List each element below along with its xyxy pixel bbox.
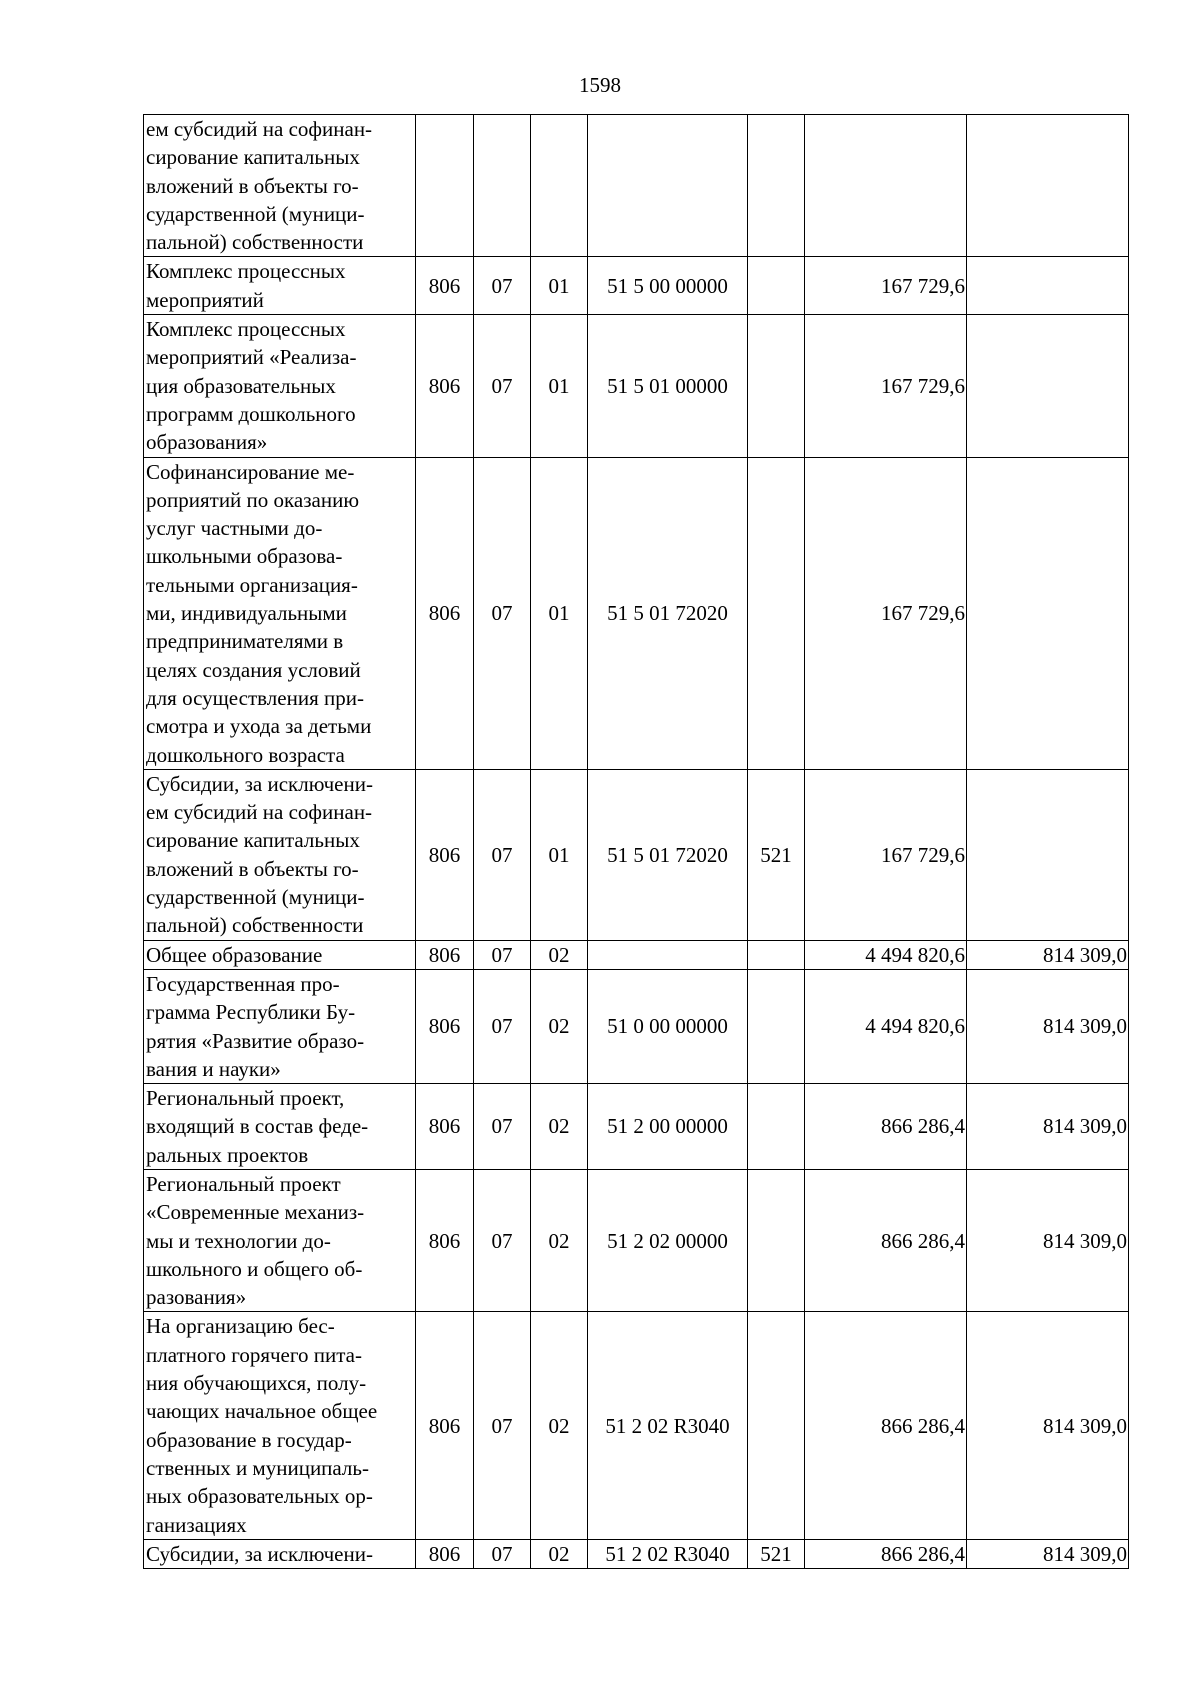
ministry-code: 806 xyxy=(416,1169,474,1311)
ministry-code xyxy=(416,115,474,257)
table-row xyxy=(144,257,1129,315)
ministry-code: 806 xyxy=(416,1539,474,1568)
amount-year-2 xyxy=(967,315,1129,457)
section-code: 07 xyxy=(474,1539,531,1568)
amount-year-1: 167 729,6 xyxy=(805,457,967,769)
target-article-code: 51 2 02 R3040 xyxy=(588,1312,748,1539)
subsection-code: 01 xyxy=(531,457,588,769)
subsection-code: 01 xyxy=(531,257,588,315)
amount-year-2 xyxy=(967,457,1129,769)
expense-type-code xyxy=(748,969,805,1083)
ministry-code: 806 xyxy=(416,315,474,457)
target-article-code: 51 2 02 00000 xyxy=(588,1169,748,1311)
amount-year-2: 814 309,0 xyxy=(967,1539,1129,1568)
amount-year-2: 814 309,0 xyxy=(967,969,1129,1083)
target-article-code: 51 5 00 00000 xyxy=(588,257,748,315)
amount-year-2: 814 309,0 xyxy=(967,940,1129,969)
row-name: Государственная про- грамма Республики Бу- рятия «Развитие образо- вания и науки» xyxy=(144,969,416,1083)
table-row xyxy=(144,969,1129,1083)
ministry-code: 806 xyxy=(416,1312,474,1539)
amount-year-2 xyxy=(967,257,1129,315)
target-article-code xyxy=(588,940,748,969)
table-row xyxy=(144,315,1129,457)
section-code xyxy=(474,115,531,257)
amount-year-1: 866 286,4 xyxy=(805,1312,967,1539)
section-code: 07 xyxy=(474,769,531,940)
ministry-code: 806 xyxy=(416,940,474,969)
ministry-code: 806 xyxy=(416,769,474,940)
amount-year-2: 814 309,0 xyxy=(967,1084,1129,1170)
row-name: Комплекс процессных мероприятий «Реализа- ция образовательных программ дошкольного образования» xyxy=(144,315,416,457)
section-code: 07 xyxy=(474,1084,531,1170)
table-row xyxy=(144,940,1129,969)
table-row xyxy=(144,457,1129,769)
amount-year-1 xyxy=(805,115,967,257)
row-name: Софинансирование ме- роприятий по оказанию услуг частными до- школьными образова- тельными организация- ми, индивидуальными предпринимателями в целях создания условий для осуществления при- смотра и ухода за детьми дошкольного возраста xyxy=(144,457,416,769)
table-row xyxy=(144,769,1129,940)
amount-year-1: 167 729,6 xyxy=(805,769,967,940)
row-name: Субсидии, за исключени- ем субсидий на софинан- сирование капитальных вложений в объекты го- сударственной (муници- пальной) собственности xyxy=(144,769,416,940)
expense-type-code: 521 xyxy=(748,1539,805,1568)
target-article-code: 51 5 01 72020 xyxy=(588,769,748,940)
expense-type-code xyxy=(748,457,805,769)
subsection-code xyxy=(531,115,588,257)
row-name: Комплекс процессных мероприятий xyxy=(144,257,416,315)
subsection-code: 02 xyxy=(531,1312,588,1539)
ministry-code: 806 xyxy=(416,457,474,769)
ministry-code: 806 xyxy=(416,257,474,315)
amount-year-1: 4 494 820,6 xyxy=(805,969,967,1083)
section-code: 07 xyxy=(474,940,531,969)
section-code: 07 xyxy=(474,315,531,457)
expense-type-code xyxy=(748,257,805,315)
amount-year-1: 866 286,4 xyxy=(805,1169,967,1311)
ministry-code: 806 xyxy=(416,1084,474,1170)
expense-type-code xyxy=(748,315,805,457)
amount-year-1: 167 729,6 xyxy=(805,257,967,315)
row-name: Региональный проект, входящий в состав феде- ральных проектов xyxy=(144,1084,416,1170)
row-name: На организацию бес- платного горячего пита- ния обучающихся, полу- чающих начальное общее образование в государ- ственных и муниципаль- ных образовательных ор- ганизациях xyxy=(144,1312,416,1539)
target-article-code: 51 2 00 00000 xyxy=(588,1084,748,1170)
target-article-code: 51 0 00 00000 xyxy=(588,969,748,1083)
row-name: ем субсидий на софинан- сирование капитальных вложений в объекты го- сударственной (муници- пальной) собственности xyxy=(144,115,416,257)
section-code: 07 xyxy=(474,969,531,1083)
amount-year-2 xyxy=(967,115,1129,257)
section-code: 07 xyxy=(474,1169,531,1311)
ministry-code: 806 xyxy=(416,969,474,1083)
expense-type-code xyxy=(748,1084,805,1170)
row-name: Общее образование xyxy=(144,940,416,969)
table-row xyxy=(144,1169,1129,1311)
expense-type-code: 521 xyxy=(748,769,805,940)
amount-year-1: 866 286,4 xyxy=(805,1084,967,1170)
row-name: Субсидии, за исключени- xyxy=(144,1539,416,1568)
subsection-code: 02 xyxy=(531,1539,588,1568)
target-article-code: 51 5 01 00000 xyxy=(588,315,748,457)
page-number: 1598 xyxy=(579,73,621,97)
section-code: 07 xyxy=(474,457,531,769)
table-row xyxy=(144,1539,1129,1568)
target-article-code xyxy=(588,115,748,257)
subsection-code: 02 xyxy=(531,1084,588,1170)
table-row xyxy=(144,1312,1129,1539)
expense-type-code xyxy=(748,115,805,257)
table-row xyxy=(144,115,1129,257)
subsection-code: 02 xyxy=(531,1169,588,1311)
table-row xyxy=(144,1084,1129,1170)
budget-table xyxy=(143,114,1129,1569)
section-code: 07 xyxy=(474,257,531,315)
amount-year-1: 866 286,4 xyxy=(805,1539,967,1568)
expense-type-code xyxy=(748,1169,805,1311)
expense-type-code xyxy=(748,1312,805,1539)
amount-year-1: 4 494 820,6 xyxy=(805,940,967,969)
target-article-code: 51 2 02 R3040 xyxy=(588,1539,748,1568)
subsection-code: 01 xyxy=(531,769,588,940)
subsection-code: 01 xyxy=(531,315,588,457)
subsection-code: 02 xyxy=(531,940,588,969)
row-name: Региональный проект «Современные механиз- мы и технологии до- школьного и общего об- разования» xyxy=(144,1169,416,1311)
subsection-code: 02 xyxy=(531,969,588,1083)
amount-year-2 xyxy=(967,769,1129,940)
amount-year-1: 167 729,6 xyxy=(805,315,967,457)
expense-type-code xyxy=(748,940,805,969)
amount-year-2: 814 309,0 xyxy=(967,1169,1129,1311)
section-code: 07 xyxy=(474,1312,531,1539)
amount-year-2: 814 309,0 xyxy=(967,1312,1129,1539)
target-article-code: 51 5 01 72020 xyxy=(588,457,748,769)
